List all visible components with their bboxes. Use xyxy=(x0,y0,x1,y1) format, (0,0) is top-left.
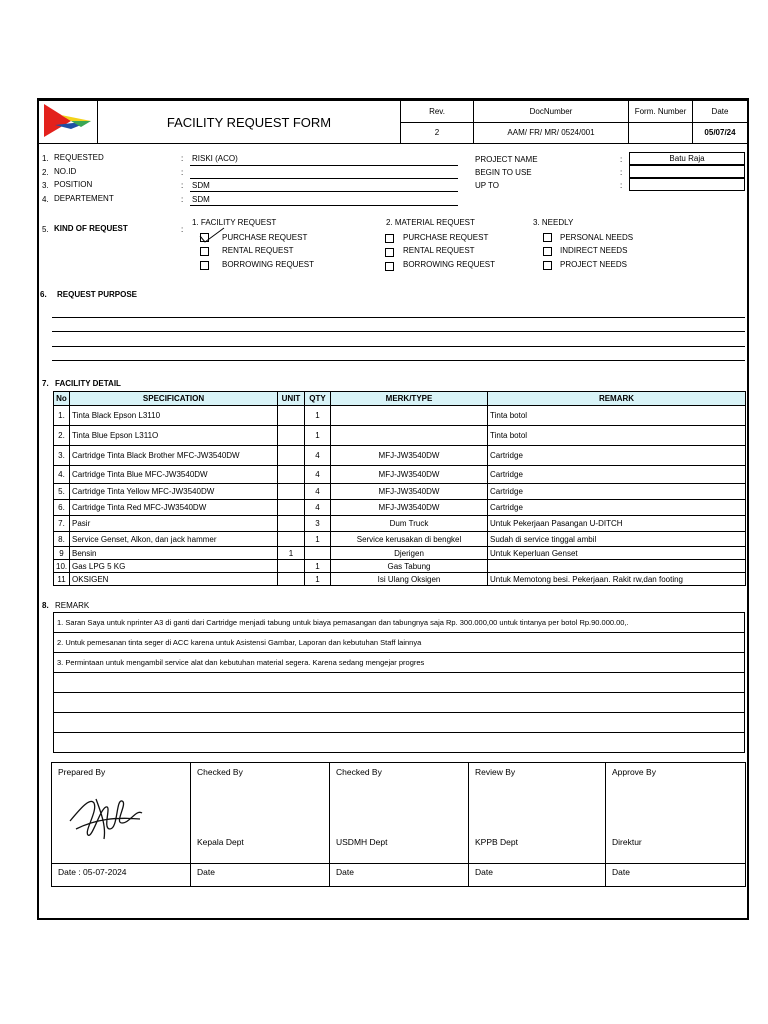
cell: Tinta Black Epson L3110 xyxy=(70,406,278,426)
colon: : xyxy=(620,168,623,177)
underline xyxy=(190,205,458,206)
table-row xyxy=(54,547,746,560)
project-needs-checkbox[interactable] xyxy=(543,261,552,270)
kind-label: KIND OF REQUEST xyxy=(54,224,128,233)
cell: 2. xyxy=(54,426,70,446)
signature-title: Approve By xyxy=(612,767,656,777)
info-num: 4. xyxy=(42,195,49,204)
cell: 5. xyxy=(54,484,70,500)
cell: 1 xyxy=(305,560,331,573)
colon: : xyxy=(181,195,184,204)
company-logo-icon xyxy=(41,101,95,141)
cell: MFJ-JW3540DW xyxy=(331,466,488,484)
cell: Tinta botol xyxy=(488,406,746,426)
facility-detail-table xyxy=(53,391,746,586)
remark-line xyxy=(54,693,745,713)
cell: Gas LPG 5 KG xyxy=(70,560,278,573)
remark-line xyxy=(54,633,745,653)
cell xyxy=(278,516,305,532)
cell: Cartridge xyxy=(488,466,746,484)
personal-needs-checkbox[interactable] xyxy=(543,233,552,242)
cell: 9 xyxy=(54,547,70,560)
signature-role: USDMH Dept xyxy=(336,837,388,847)
remark-text xyxy=(54,693,745,713)
kind-group-title: 3. NEEDLY xyxy=(533,218,574,227)
underline xyxy=(190,191,458,192)
signature-date: Date xyxy=(330,864,469,887)
remark-text: 3. Permintaan untuk mengambil service alat dan kebutuhan material segera. Karena sedang mengejar progres xyxy=(54,653,745,673)
cell xyxy=(278,573,305,586)
signature-cell xyxy=(606,763,746,864)
cell: 4 xyxy=(305,446,331,466)
col-remark: REMARK xyxy=(488,392,746,406)
departement-value: SDM xyxy=(192,195,210,204)
cell: Service Genset, Alkon, dan jack hammer xyxy=(70,532,278,547)
signature-date: Date : 05-07-2024 xyxy=(52,864,191,887)
signature-cell xyxy=(469,763,606,864)
position-value: SDM xyxy=(192,181,210,190)
cell: Cartridge Tinta Black Brother MFC-JW3540DW xyxy=(70,446,278,466)
cell: Dum Truck xyxy=(331,516,488,532)
cell: Untuk Memotong besi. Pekerjaan. Rakit rw,dan footing xyxy=(488,573,746,586)
colon: : xyxy=(181,154,184,163)
remark-line xyxy=(54,733,745,753)
cell: 1 xyxy=(305,426,331,446)
material-purchase-checkbox[interactable] xyxy=(385,234,394,243)
signature-cell xyxy=(191,763,330,864)
kind-num: 5. xyxy=(42,225,49,234)
handwritten-signature-icon xyxy=(66,789,146,843)
cell xyxy=(278,532,305,547)
col-merk-type: MERK/TYPE xyxy=(331,392,488,406)
signature-role: Kepala Dept xyxy=(197,837,244,847)
kind-option-label: RENTAL REQUEST xyxy=(222,246,294,255)
remark-label: REMARK xyxy=(55,601,90,610)
underline xyxy=(190,165,458,166)
kind-option-label: RENTAL REQUEST xyxy=(403,246,475,255)
cell xyxy=(278,560,305,573)
remark-line xyxy=(54,673,745,693)
signature-cell xyxy=(52,763,191,864)
detail-num: 7. xyxy=(42,379,49,388)
kind-option-label: PURCHASE REQUEST xyxy=(222,233,308,242)
purpose-line[interactable] xyxy=(52,331,745,332)
cell: Untuk Keperluan Genset xyxy=(488,547,746,560)
cell xyxy=(331,406,488,426)
signature-cell xyxy=(330,763,469,864)
cell: 3. xyxy=(54,446,70,466)
material-borrowing-checkbox[interactable] xyxy=(385,262,394,271)
signature-title: Prepared By xyxy=(58,767,106,777)
cell: Cartridge Tinta Red MFC-JW3540DW xyxy=(70,500,278,516)
rev-value: 2 xyxy=(401,122,474,144)
cell: 7. xyxy=(54,516,70,532)
table-row xyxy=(54,516,746,532)
kind-option-label: PROJECT NEEDS xyxy=(560,260,627,269)
cell: 1 xyxy=(278,547,305,560)
cell xyxy=(305,547,331,560)
noid-label: NO.ID xyxy=(54,167,77,176)
remark-table xyxy=(53,612,745,753)
signature-role: KPPB Dept xyxy=(475,837,518,847)
up-to-value xyxy=(629,178,745,191)
kind-group-title: 1. FACILITY REQUEST xyxy=(192,218,277,227)
cell: Tinta botol xyxy=(488,426,746,446)
table-row xyxy=(54,426,746,446)
cell: Gas Tabung xyxy=(331,560,488,573)
header-table xyxy=(38,100,748,144)
colon: : xyxy=(181,168,184,177)
purpose-label: REQUEST PURPOSE xyxy=(57,290,138,299)
cell: 11 xyxy=(54,573,70,586)
table-row xyxy=(54,500,746,516)
departement-label: DEPARTEMENT xyxy=(54,194,114,203)
cell: Cartridge xyxy=(488,446,746,466)
rental-request-checkbox[interactable] xyxy=(200,247,209,256)
col-no: No xyxy=(54,392,70,406)
kind-option-label: INDIRECT NEEDS xyxy=(560,246,628,255)
purpose-num: 6. xyxy=(40,290,47,299)
cell: Cartridge xyxy=(488,500,746,516)
cell xyxy=(278,500,305,516)
kind-option-label: BORROWING REQUEST xyxy=(222,260,315,269)
requested-label: REQUESTED xyxy=(54,153,104,162)
cell: Cartridge Tinta Yellow MFC-JW3540DW xyxy=(70,484,278,500)
table-row xyxy=(54,406,746,426)
begin-to-use-value xyxy=(629,165,745,178)
up-to-label: UP TO xyxy=(475,181,500,190)
cell xyxy=(331,426,488,446)
underline xyxy=(190,178,458,179)
cell: 4 xyxy=(305,484,331,500)
cell: Service kerusakan di bengkel xyxy=(331,532,488,547)
col-unit: UNIT xyxy=(278,392,305,406)
cell: Pasir xyxy=(70,516,278,532)
cell xyxy=(278,466,305,484)
colon: : xyxy=(620,155,623,164)
remark-text xyxy=(54,713,745,733)
remark-line xyxy=(54,613,745,633)
cell: 1 xyxy=(305,532,331,547)
table-row xyxy=(54,484,746,500)
remark-text xyxy=(54,733,745,753)
info-num: 1. xyxy=(42,154,49,163)
col-qty: QTY xyxy=(305,392,331,406)
date-value: 05/07/24 xyxy=(693,122,748,144)
cell: 10. xyxy=(54,560,70,573)
cell: Cartridge xyxy=(488,484,746,500)
cell: Bensin xyxy=(70,547,278,560)
info-num: 3. xyxy=(42,181,49,190)
table-row xyxy=(54,466,746,484)
cell: Tinta Blue Epson L311O xyxy=(70,426,278,446)
info-num: 2. xyxy=(42,168,49,177)
signature-title: Checked By xyxy=(197,767,243,777)
form-number-value xyxy=(629,122,693,144)
col-specification: SPECIFICATION xyxy=(70,392,278,406)
colon: : xyxy=(181,225,184,234)
cell: 6. xyxy=(54,500,70,516)
cell: 1 xyxy=(305,573,331,586)
cell xyxy=(278,484,305,500)
cell xyxy=(488,560,746,573)
signature-title: Review By xyxy=(475,767,516,777)
remark-text: 2. Untuk pemesanan tinta seger di ACC karena untuk Asistensi Gambar, Laporan dan kebutuhan Staff lainnya xyxy=(54,633,745,653)
detail-label: FACILITY DETAIL xyxy=(55,379,121,388)
signature-role: Direktur xyxy=(612,837,642,847)
signature-date: Date xyxy=(469,864,606,887)
remark-text xyxy=(54,673,745,693)
table-row xyxy=(54,532,746,547)
signature-title: Checked By xyxy=(336,767,382,777)
docnumber-label: DocNumber xyxy=(474,101,629,123)
purpose-line[interactable] xyxy=(52,346,745,347)
remark-line xyxy=(54,713,745,733)
cell: 4 xyxy=(305,500,331,516)
purpose-line[interactable] xyxy=(52,360,745,361)
cell: 1 xyxy=(305,406,331,426)
borrowing-request-checkbox[interactable] xyxy=(200,261,209,270)
colon: : xyxy=(181,181,184,190)
signature-date: Date xyxy=(606,864,746,887)
cell: 8. xyxy=(54,532,70,547)
cell: MFJ-JW3540DW xyxy=(331,484,488,500)
signature-date: Date xyxy=(191,864,330,887)
date-label: Date xyxy=(693,101,748,123)
kind-option-label: PURCHASE REQUEST xyxy=(403,233,489,242)
kind-group-title: 2. MATERIAL REQUEST xyxy=(386,218,475,227)
cell: Cartridge Tinta Blue MFC-JW3540DW xyxy=(70,466,278,484)
cell: Untuk Pekerjaan Pasangan U-DITCH xyxy=(488,516,746,532)
cell xyxy=(278,406,305,426)
remark-text: 1. Saran Saya untuk nprinter A3 di ganti dari Cartridge menjadi tabung untuk biaya pemasangan dan tabungnya saja Rp. 300.000,00 untuk tintanya per botol Rp.90.000.00,. xyxy=(54,613,745,633)
colon: : xyxy=(620,181,623,190)
signature-table xyxy=(51,762,746,887)
rev-label: Rev. xyxy=(401,101,474,123)
purpose-line[interactable] xyxy=(52,317,745,318)
table-row xyxy=(54,446,746,466)
cell: 4. xyxy=(54,466,70,484)
table-header-row xyxy=(54,392,746,406)
position-label: POSITION xyxy=(54,180,93,189)
logo-cell xyxy=(39,101,98,144)
table-row xyxy=(54,560,746,573)
remark-num: 8. xyxy=(42,601,49,610)
kind-option-label: PERSONAL NEEDS xyxy=(560,233,634,242)
indirect-needs-checkbox[interactable] xyxy=(543,247,552,256)
project-name-label: PROJECT NAME xyxy=(475,155,538,164)
table-row xyxy=(54,573,746,586)
cell: OKSIGEN xyxy=(70,573,278,586)
cell: Isi Ulang Oksigen xyxy=(331,573,488,586)
form-title: FACILITY REQUEST FORM xyxy=(98,101,401,144)
form-number-label: Form. Number xyxy=(629,101,693,123)
cell: MFJ-JW3540DW xyxy=(331,500,488,516)
remark-line xyxy=(54,653,745,673)
cell: 4 xyxy=(305,466,331,484)
cell: 3 xyxy=(305,516,331,532)
material-rental-checkbox[interactable] xyxy=(385,248,394,257)
project-name-value: Batu Raja xyxy=(629,152,745,165)
cell: Sudah di service tinggal ambil xyxy=(488,532,746,547)
requested-value: RISKI (ACO) xyxy=(192,154,238,163)
cell: 1. xyxy=(54,406,70,426)
cell xyxy=(278,426,305,446)
cell xyxy=(278,446,305,466)
kind-option-label: BORROWING REQUEST xyxy=(403,260,496,269)
begin-to-use-label: BEGIN TO USE xyxy=(475,168,532,177)
cell: MFJ-JW3540DW xyxy=(331,446,488,466)
docnumber-value: AAM/ FR/ MR/ 0524/001 xyxy=(474,122,629,144)
cell: Djerigen xyxy=(331,547,488,560)
